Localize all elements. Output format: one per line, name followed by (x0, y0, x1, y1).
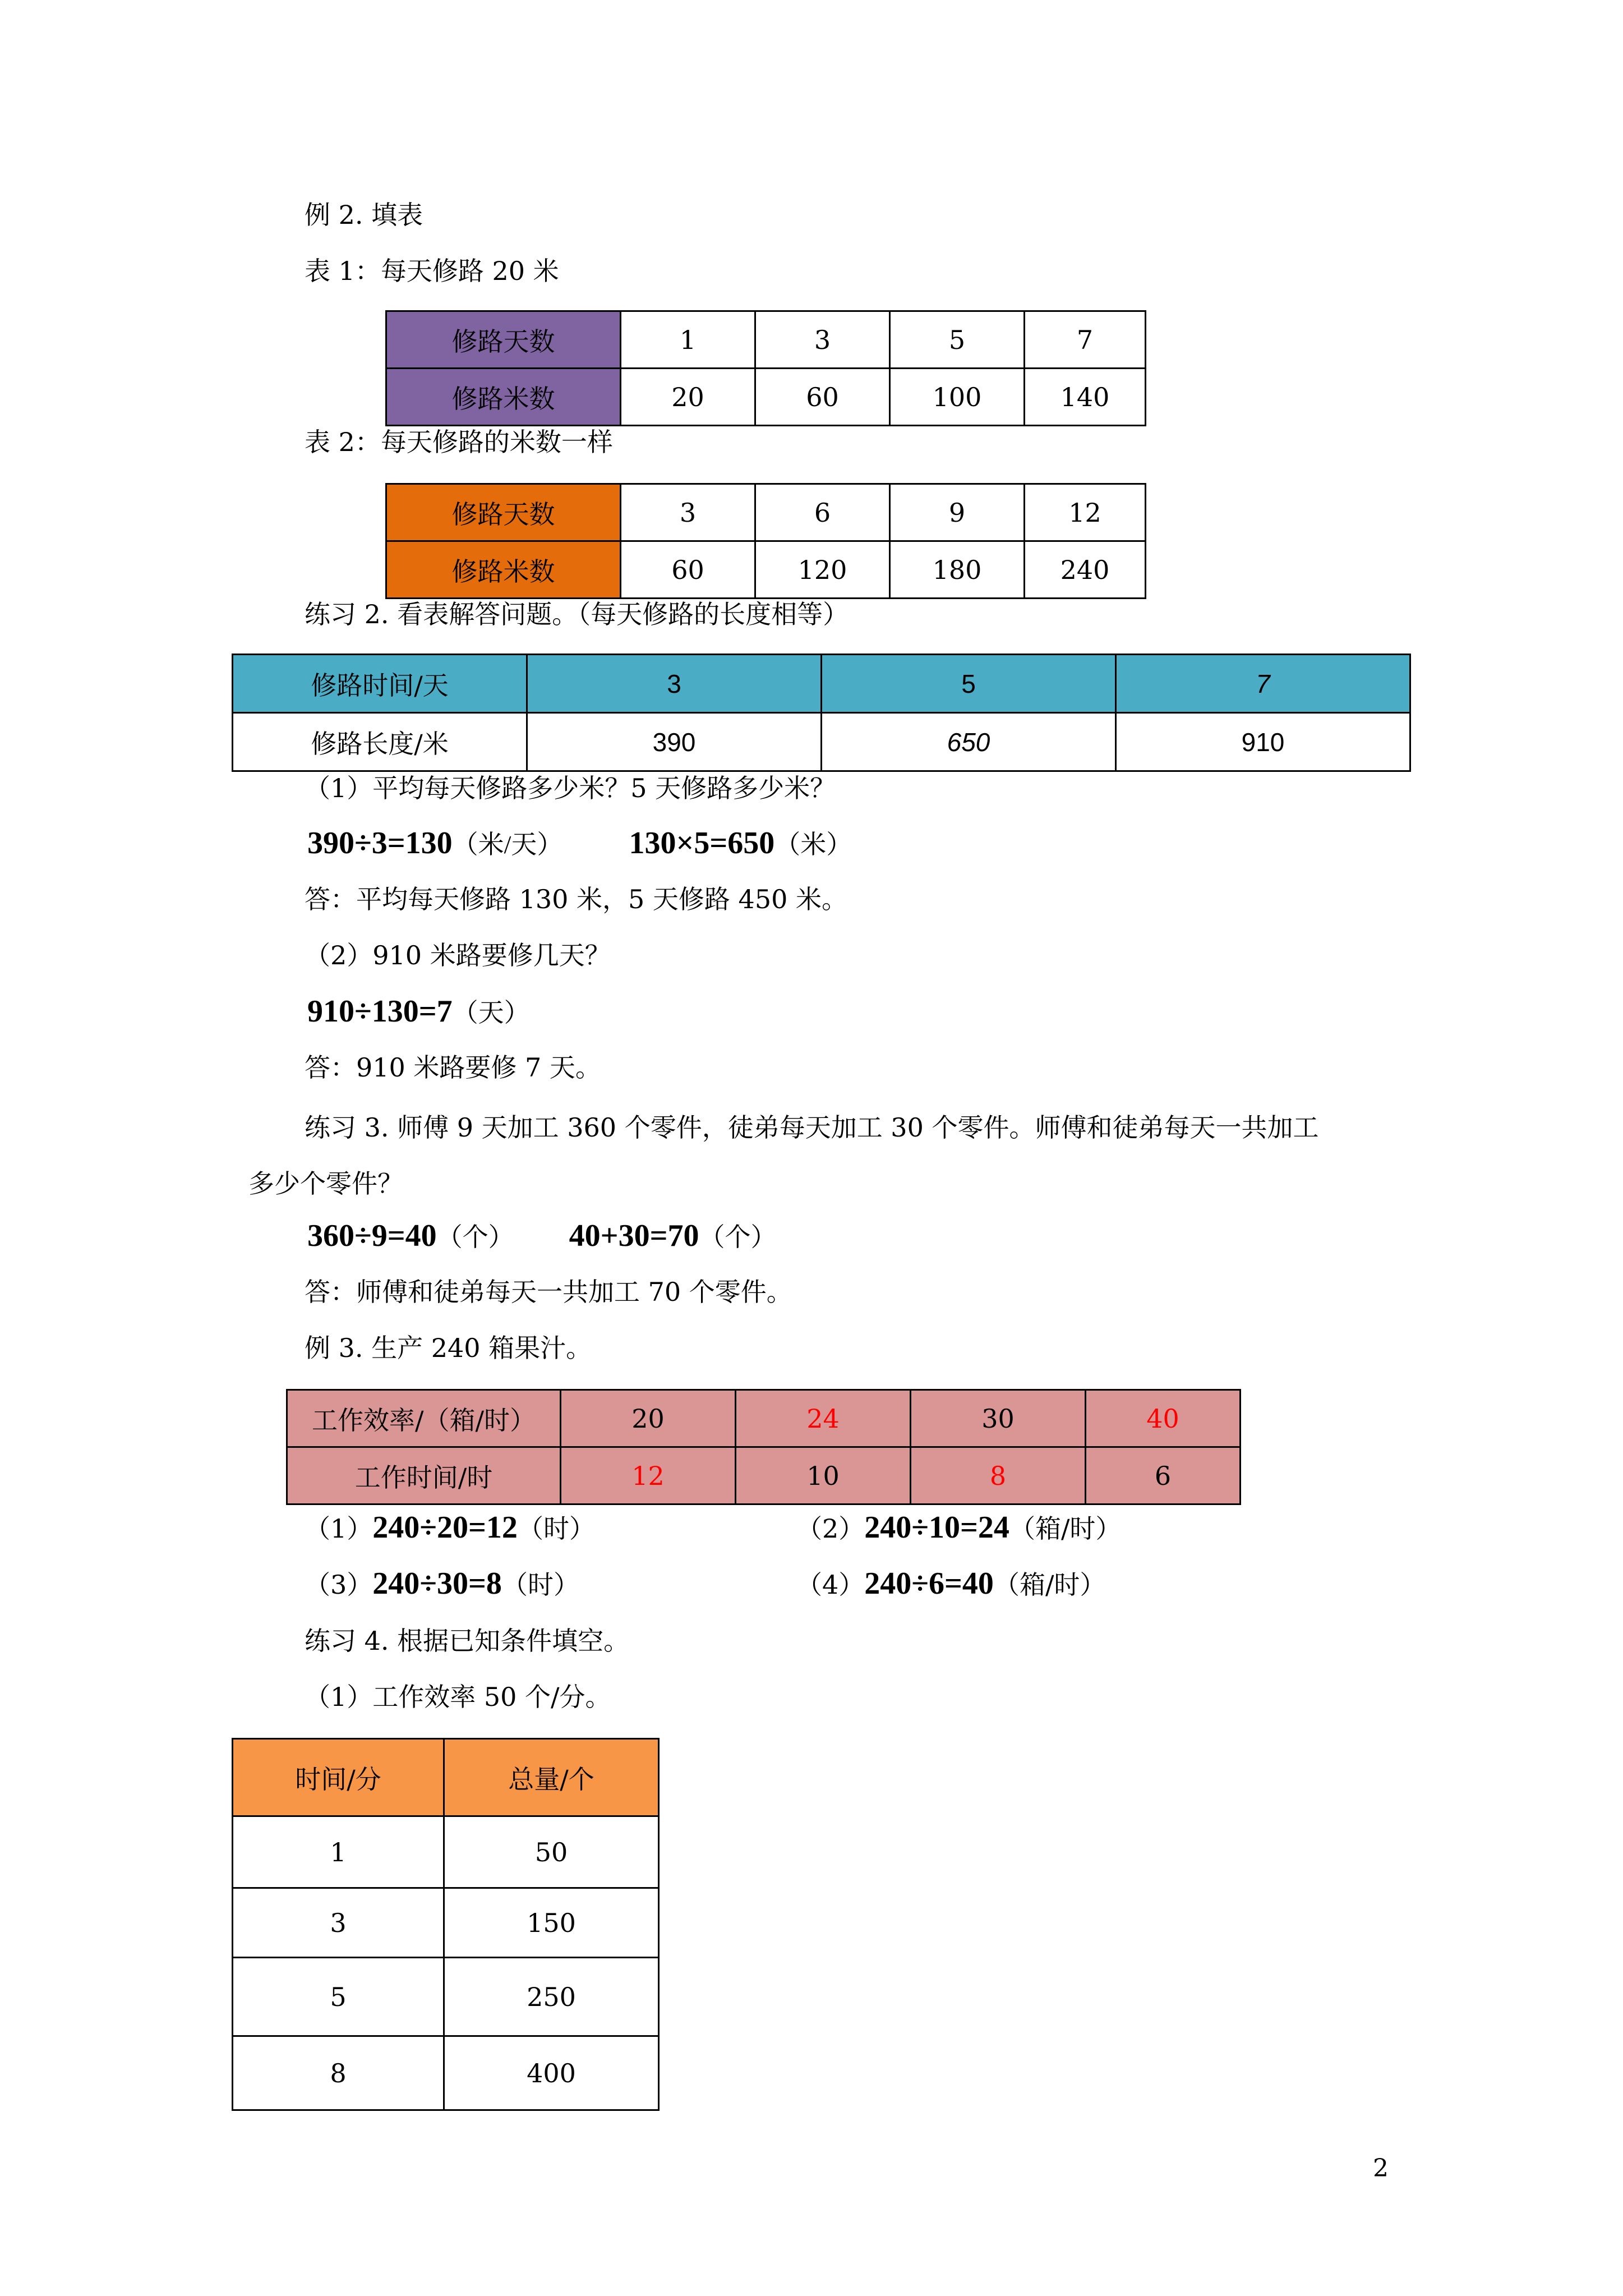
table1-cell: 3 (755, 311, 890, 369)
formula: 360÷9=40 (307, 1218, 437, 1253)
practice2-answer-1: 答：平均每天修路 130 米，5 天修路 450 米。 (305, 884, 847, 914)
example3-cell: 12 (561, 1447, 736, 1504)
practice2-cell: 5 (822, 655, 1116, 713)
unit: （米） (774, 830, 852, 859)
table1-cell: 60 (755, 369, 890, 426)
table2-row2-label: 修路米数 (386, 541, 621, 599)
practice4-cell: 8 (233, 2036, 444, 2110)
unit: （米/天） (452, 830, 563, 859)
example3-cell: 40 (1086, 1390, 1241, 1447)
table1-cell: 1 (621, 311, 755, 369)
practice4-cell: 1 (233, 1816, 444, 1888)
solution-number: （3） (305, 1570, 373, 1600)
table1-row2-label: 修路米数 (386, 369, 621, 426)
table2-caption: 表 2：每天修路的米数一样 (305, 427, 613, 457)
table1 (385, 310, 1146, 426)
practice4-cell: 5 (233, 1958, 444, 2036)
practice2-cell: 7 (1116, 655, 1410, 713)
example3-row2-label: 工作时间/时 (287, 1447, 561, 1504)
formula: 390÷3=130 (307, 826, 453, 861)
example-3-title: 例 3. 生产 240 箱果汁。 (305, 1333, 592, 1363)
table2-cell: 240 (1025, 541, 1146, 599)
formula: 910÷130=7 (307, 994, 453, 1029)
practice-4-title: 练习 4. 根据已知条件填空。 (305, 1626, 630, 1656)
table2-cell: 9 (890, 484, 1025, 541)
practice2-row2-label: 修路长度/米 (233, 713, 527, 771)
table1-cell: 140 (1025, 369, 1146, 426)
example3-cell: 8 (911, 1447, 1086, 1504)
formula: 240÷20=12 (372, 1510, 518, 1545)
unit: （个） (436, 1223, 514, 1251)
practice4-header-time: 时间/分 (233, 1739, 444, 1816)
unit: （个） (699, 1223, 777, 1251)
example3-solution-3 (305, 1564, 579, 1603)
formula: 240÷6=40 (864, 1566, 994, 1601)
practice2-cell: 3 (527, 655, 822, 713)
practice2-formula-2 (307, 992, 530, 1031)
example3-cell: 10 (736, 1447, 911, 1504)
practice4-cell: 400 (444, 2036, 659, 2110)
table2-cell: 180 (890, 541, 1025, 599)
table2 (385, 483, 1146, 599)
page-number: 2 (1373, 2154, 1389, 2183)
unit: （天） (452, 999, 530, 1027)
table1-row1-label: 修路天数 (386, 311, 621, 369)
example3-solution-4 (796, 1564, 1105, 1603)
table2-row1-label: 修路天数 (386, 484, 621, 541)
practice2-answer-2: 答：910 米路要修 7 天。 (305, 1052, 601, 1083)
practice-2-title: 练习 2. 看表解答问题。（每天修路的长度相等） (305, 599, 849, 629)
formula: 240÷30=8 (372, 1566, 502, 1601)
practice2-table (232, 654, 1411, 772)
unit: （箱/时） (1009, 1513, 1122, 1544)
example3-solution-1 (305, 1508, 595, 1547)
unit: （箱/时） (993, 1570, 1106, 1600)
practice2-cell: 910 (1116, 713, 1410, 771)
practice3-answer: 答：师傅和徒弟每天一共加工 70 个零件。 (305, 1277, 792, 1307)
table2-cell: 6 (755, 484, 890, 541)
practice4-cell: 3 (233, 1888, 444, 1958)
table2-cell: 3 (621, 484, 755, 541)
solution-number: （1） (305, 1513, 373, 1544)
example3-cell: 24 (736, 1390, 911, 1447)
practice2-formula-1 (307, 823, 852, 863)
practice-3-text-line2: 多少个零件？ (248, 1168, 403, 1199)
table1-cell: 5 (890, 311, 1025, 369)
unit: （时） (517, 1513, 595, 1544)
practice-3-text-line1: 练习 3. 师傅 9 天加工 360 个零件，徒弟每天加工 30 个零件。师傅和徒弟每天一共加工 (305, 1112, 1319, 1143)
practice4-header-total: 总量/个 (444, 1739, 659, 1816)
practice-4-subtitle: （1）工作效率 50 个/分。 (305, 1682, 611, 1712)
practice4-table (232, 1738, 660, 2111)
practice2-cell: 390 (527, 713, 822, 771)
practice2-question-1: （1）平均每天修路多少米？5 天修路多少米？ (305, 773, 836, 803)
practice2-cell: 650 (822, 713, 1116, 771)
practice3-formula (307, 1216, 776, 1255)
table2-cell: 60 (621, 541, 755, 599)
example3-cell: 20 (561, 1390, 736, 1447)
example3-cell: 30 (911, 1390, 1086, 1447)
practice4-cell: 50 (444, 1816, 659, 1888)
formula: 240÷10=24 (864, 1510, 1009, 1545)
practice2-row1-label: 修路时间/天 (233, 655, 527, 713)
formula: 40+30=70 (569, 1218, 699, 1253)
table1-cell: 100 (890, 369, 1025, 426)
practice2-question-2: （2）910 米路要修几天？ (305, 940, 611, 970)
formula: 130×5=650 (629, 826, 775, 861)
solution-number: （2） (796, 1513, 865, 1544)
unit: （时） (501, 1570, 579, 1600)
example3-solution-2 (796, 1508, 1121, 1547)
example-2-title: 例 2. 填表 (305, 200, 423, 230)
example3-cell: 6 (1086, 1447, 1241, 1504)
table1-caption: 表 1：每天修路 20 米 (305, 256, 559, 286)
table2-cell: 12 (1025, 484, 1146, 541)
table2-cell: 120 (755, 541, 890, 599)
practice4-cell: 250 (444, 1958, 659, 2036)
table1-cell: 20 (621, 369, 755, 426)
solution-number: （4） (796, 1570, 865, 1600)
example3-table (286, 1389, 1241, 1505)
example3-row1-label: 工作效率/（箱/时） (287, 1390, 561, 1447)
practice4-cell: 150 (444, 1888, 659, 1958)
table1-cell: 7 (1025, 311, 1146, 369)
